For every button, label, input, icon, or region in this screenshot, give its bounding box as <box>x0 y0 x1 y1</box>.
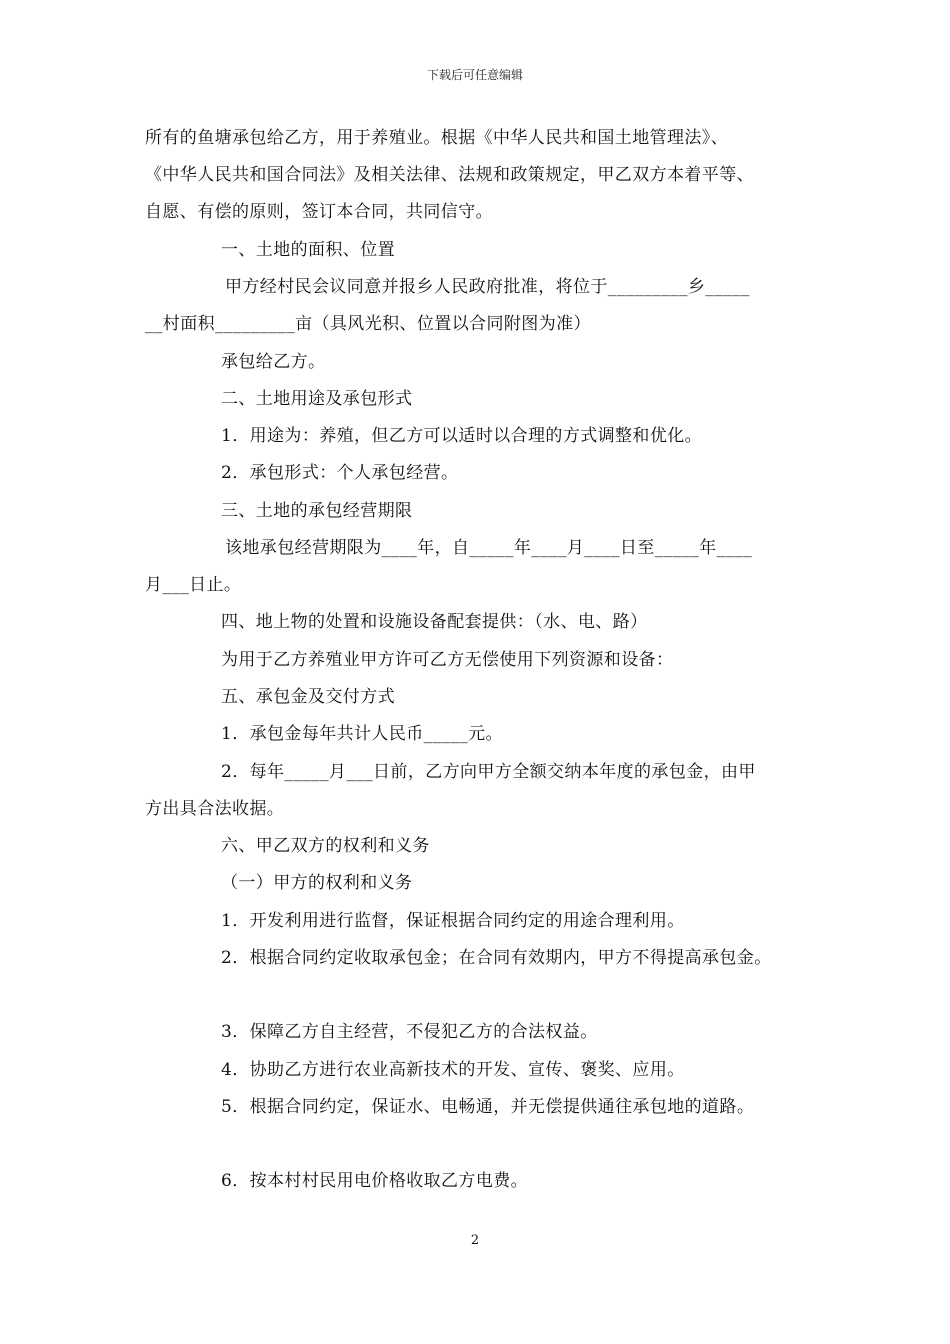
list-item: 2．每年_____月___日前，乙方向甲方全额交纳本年度的承包金，由甲 <box>221 762 756 782</box>
subsection-heading: （一）甲方的权利和义务 <box>221 873 413 893</box>
page-header: 下载后可任意编辑 <box>426 68 523 82</box>
list-item: 1．承包金每年共计人民币_____元。 <box>221 724 503 744</box>
paragraph-line: 该地承包经营期限为____年，自_____年____月____日至_____年____ <box>225 538 753 558</box>
list-item: 1．开发利用进行监督，保证根据合同约定的用途合理利用。 <box>221 911 685 931</box>
section-heading: 六、甲乙双方的权利和义务 <box>221 836 430 856</box>
section-heading: 二、土地用途及承包形式 <box>221 389 413 409</box>
section-heading: 五、承包金及交付方式 <box>221 687 395 707</box>
list-item: 1．用途为：养殖，但乙方可以适时以合理的方式调整和优化。 <box>221 426 703 446</box>
paragraph-line: 方出具合法收据。 <box>145 799 285 819</box>
page-number: 2 <box>470 1233 480 1248</box>
list-item: 2．根据合同约定收取承包金；在合同有效期内，甲方不得提高承包金。 <box>221 948 772 968</box>
list-item: 4．协助乙方进行农业高新技术的开发、宣传、褒奖、应用。 <box>221 1060 685 1080</box>
paragraph-line: 承包给乙方。 <box>221 352 326 372</box>
list-item: 2．承包形式：个人承包经营。 <box>221 463 459 483</box>
section-heading: 一、土地的面积、位置 <box>221 240 395 260</box>
list-item: 5．根据合同约定，保证水、电畅通，并无偿提供通往承包地的道路。 <box>221 1097 755 1117</box>
paragraph-line: 为用于乙方养殖业甲方许可乙方无偿使用下列资源和设备： <box>221 650 674 670</box>
paragraph-line: 所有的鱼塘承包给乙方，用于养殖业。根据《中华人民共和国土地管理法》、 <box>145 128 729 148</box>
list-item: 6．按本村村民用电价格收取乙方电费。 <box>221 1171 529 1191</box>
list-item: 3．保障乙方自主经营，不侵犯乙方的合法权益。 <box>221 1022 598 1042</box>
section-heading: 三、土地的承包经营期限 <box>221 501 413 521</box>
section-heading: 四、地上物的处置和设施设备配套提供：（水、电、路） <box>221 612 648 632</box>
paragraph-line: 甲方经村民会议同意并报乡人民政府批准，将位于_________乡_____ <box>225 277 750 297</box>
paragraph-line: __村面积_________亩（具风光积、位置以合同附图为准） <box>145 314 591 334</box>
paragraph-line: 《中华人民共和国合同法》及相关法律、法规和政策规定，甲乙双方本着平等、 <box>145 165 754 185</box>
paragraph-line: 月___日止。 <box>145 575 242 595</box>
paragraph-line: 自愿、有偿的原则，签订本合同，共同信守。 <box>145 202 493 222</box>
